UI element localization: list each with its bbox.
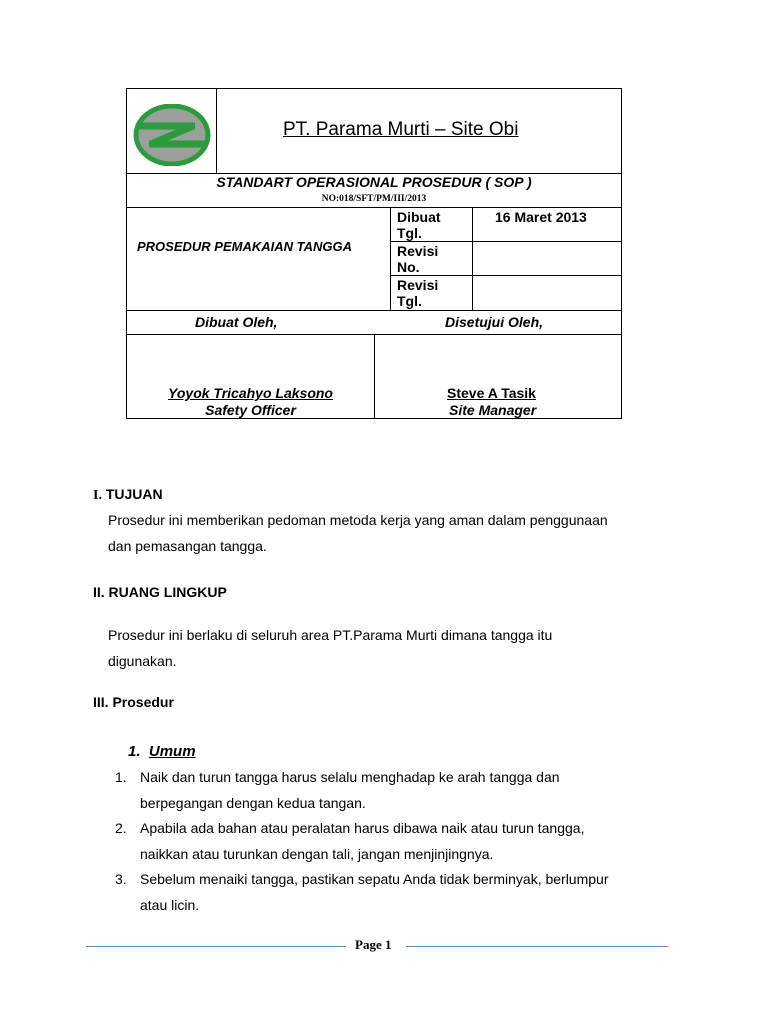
company-name: PT. Parama Murti – Site Obi: [283, 119, 519, 140]
divider: [216, 89, 217, 173]
divider: [390, 207, 391, 310]
divider: [390, 241, 621, 242]
field-revision-no-label: Revisi No.: [397, 243, 439, 275]
sop-number: NO:018/SFT/PM/III/2013: [321, 194, 427, 204]
section-tujuan-heading: I. TUJUAN: [93, 486, 163, 503]
divider: [127, 310, 621, 311]
section-prosedur-heading: III. Prosedur: [93, 694, 174, 710]
divider: [472, 207, 473, 310]
divider: [127, 207, 621, 208]
approved-by-name: Steve A Tasik: [447, 385, 536, 401]
sop-header-table: [126, 88, 622, 419]
divider: [374, 334, 375, 419]
field-revision-date-label: Revisi Tgl.: [397, 277, 439, 309]
approved-by-role: Site Manager: [449, 402, 537, 418]
footer-rule-right: [406, 946, 668, 947]
company-logo: [133, 104, 211, 166]
approved-by-label: Disetujui Oleh,: [445, 314, 544, 330]
divider: [390, 275, 621, 276]
field-created-date-label: Dibuat Tgl.: [397, 209, 441, 241]
made-by-role: Safety Officer: [205, 402, 296, 418]
field-created-date-value: 16 Maret 2013: [495, 209, 587, 225]
list-item: 3. Sebelum menaiki tangga, pastikan sepatu Anda tidak berminyak, berlumpur atau licin.: [115, 871, 609, 913]
page-number: Page 1: [355, 937, 392, 952]
procedure-name: PROSEDUR PEMAKAIAN TANGGA: [137, 239, 352, 254]
section-ruang-text: Prosedur ini berlaku di seluruh area PT.Parama Murti dimana tangga itu digunakan.: [108, 627, 553, 669]
made-by-label: Dibuat Oleh,: [195, 314, 278, 330]
list-item: 2. Apabila ada bahan atau peralatan harus dibawa naik atau turun tangga, naikkan atau turunkan dengan tali, jangan menjinjingnya.: [115, 820, 585, 862]
section-tujuan-text: Prosedur ini memberikan pedoman metoda kerja yang aman dalam penggunaan dan pemasangan tangga.: [108, 512, 608, 554]
made-by-name: Yoyok Tricahyo Laksono: [168, 385, 333, 401]
list-item: 1. Naik dan turun tangga harus selalu menghadap ke arah tangga dan berpegangan dengan kedua tangan.: [115, 769, 560, 811]
section-ruang-heading: II. RUANG LINGKUP: [93, 584, 227, 600]
subsection-umum-heading: 1. Umum: [128, 743, 196, 760]
sop-title: STANDART OPERASIONAL PROSEDUR ( SOP ): [216, 174, 532, 190]
umum-list: [115, 765, 675, 918]
footer-rule-left: [86, 946, 346, 947]
